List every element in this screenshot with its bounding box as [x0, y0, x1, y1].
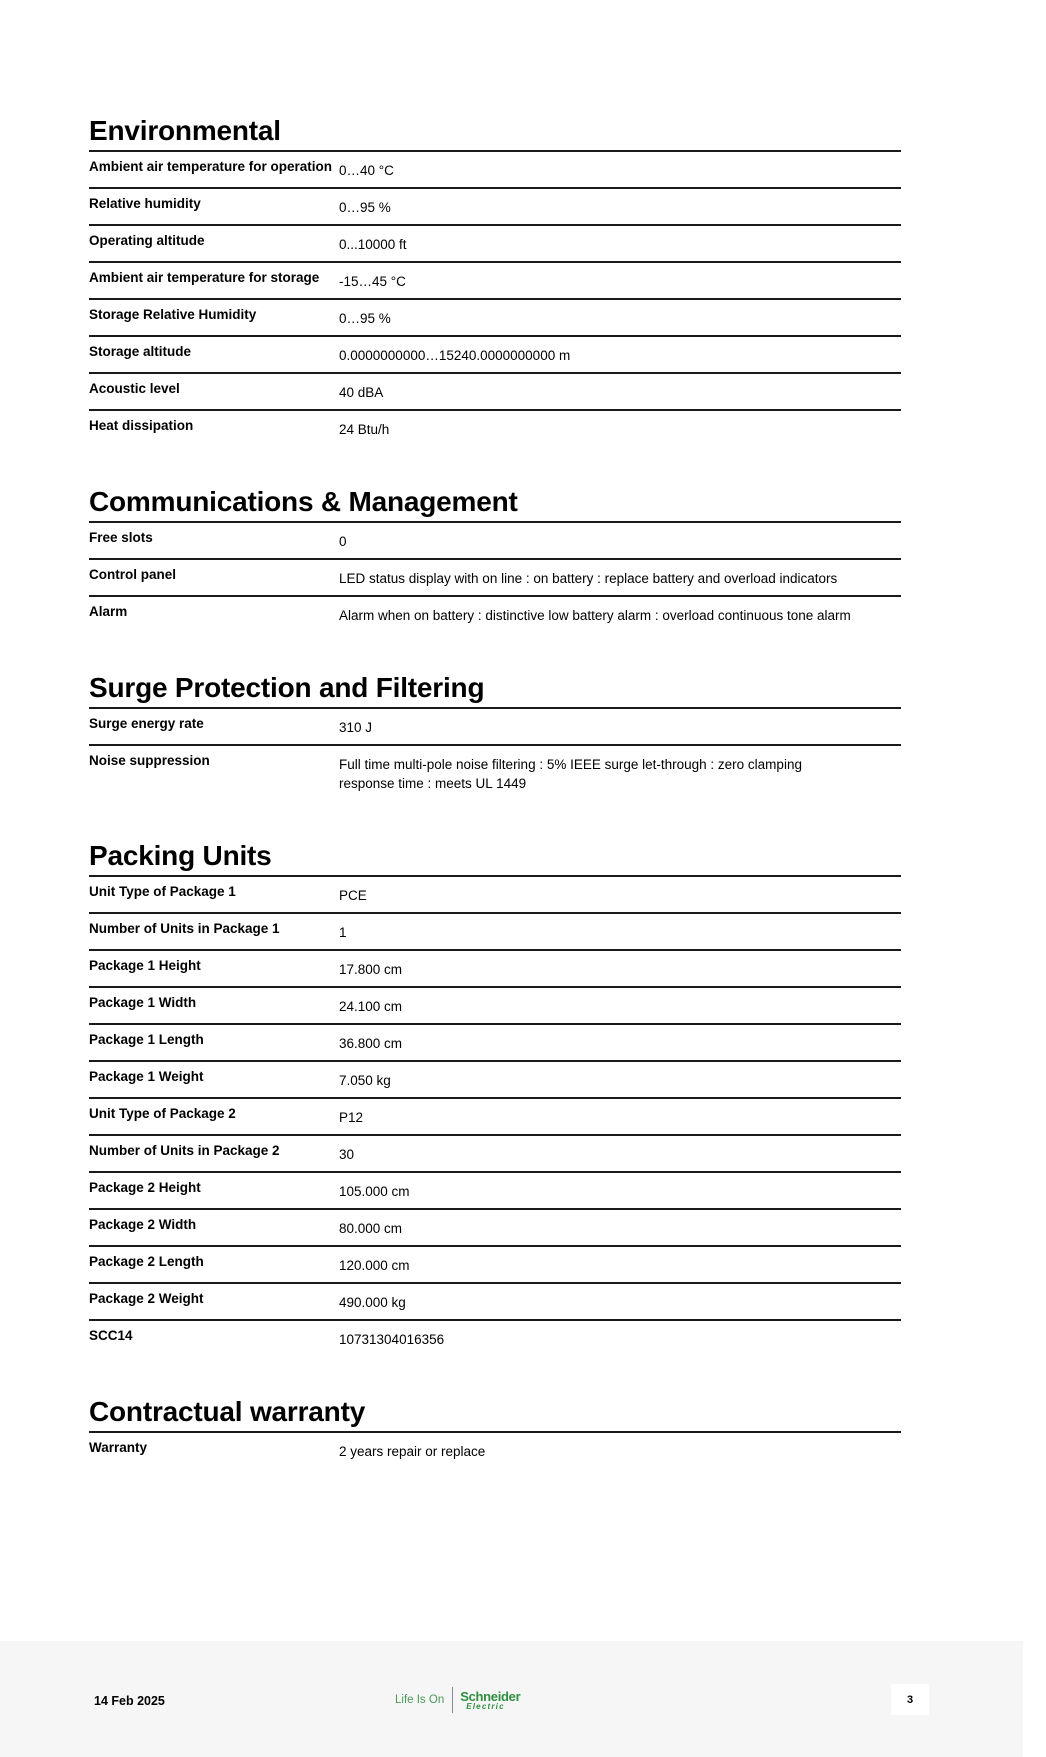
spec-label: Package 1 Weight — [89, 1069, 204, 1084]
spec-value: 310 J — [339, 720, 373, 735]
spec-label: Ambient air temperature for operation — [89, 159, 333, 174]
spec-label: Storage altitude — [89, 344, 192, 359]
spec-label: Surge energy rate — [89, 716, 204, 731]
brand-logo — [395, 1685, 520, 1715]
spec-label: Storage Relative Humidity — [89, 307, 257, 322]
spec-row — [89, 298, 901, 335]
section-contractual-warranty — [89, 1394, 901, 1468]
spec-row — [89, 1134, 901, 1171]
spec-label: Package 2 Weight — [89, 1291, 204, 1306]
spec-label: Package 1 Length — [89, 1032, 204, 1047]
spec-value: 36.800 cm — [339, 1036, 403, 1051]
spec-label: Unit Type of Package 2 — [89, 1106, 236, 1121]
spec-row — [89, 1245, 901, 1282]
spec-value: 490.000 kg — [339, 1295, 406, 1310]
spec-label: Warranty — [89, 1440, 148, 1455]
spec-row — [89, 949, 901, 986]
spec-label: Package 1 Width — [89, 995, 197, 1010]
section-title: Environmental — [89, 115, 281, 146]
spec-value: -15…45 °C — [339, 274, 406, 289]
spec-value: 40 dBA — [339, 385, 384, 400]
spec-row — [89, 744, 901, 800]
spec-value: 24.100 cm — [339, 999, 403, 1014]
section-packing-units — [89, 838, 901, 1356]
spec-row — [89, 1431, 901, 1468]
spec-label: Package 2 Height — [89, 1180, 201, 1195]
spec-value: 2 years repair or replace — [339, 1444, 486, 1459]
spec-row — [89, 1282, 901, 1319]
spec-row — [89, 707, 901, 744]
spec-row — [89, 1171, 901, 1208]
brand-wordmark — [453, 1690, 520, 1711]
spec-label: Number of Units in Package 1 — [89, 921, 280, 936]
spec-label: Ambient air temperature for storage — [89, 270, 320, 285]
spec-value: 0…40 °C — [339, 163, 394, 178]
spec-value: 24 Btu/h — [339, 422, 390, 437]
spec-value: 0…95 % — [339, 200, 391, 215]
spec-content — [89, 113, 901, 1506]
spec-value: Alarm when on battery : distinctive low battery alarm : overload continuous tone alarm — [339, 608, 851, 623]
spec-row — [89, 875, 901, 912]
section-environmental — [89, 113, 901, 446]
section-surge-protection — [89, 670, 901, 800]
spec-label: Package 2 Length — [89, 1254, 204, 1269]
spec-row — [89, 912, 901, 949]
spec-value: 0...10000 ft — [339, 237, 407, 252]
spec-value: 105.000 cm — [339, 1184, 410, 1199]
brand-sub: Electric — [466, 1701, 505, 1711]
spec-value: 10731304016356 — [339, 1332, 445, 1347]
spec-label: Control panel — [89, 567, 176, 582]
tagline: Life Is On — [395, 1694, 445, 1706]
spec-value: 1 — [339, 925, 347, 940]
page-number: 3 — [891, 1684, 929, 1715]
spec-label: Operating altitude — [89, 233, 205, 248]
section-title: Communications & Management — [89, 486, 518, 517]
spec-label: Unit Type of Package 1 — [89, 884, 236, 899]
spec-value: Full time multi-pole noise filtering : 5% IEEE surge let-through : zero clamping response time : meets UL 1449 — [339, 757, 802, 791]
spec-label: SCC14 — [89, 1328, 133, 1343]
spec-value: P12 — [339, 1110, 364, 1125]
page-footer — [0, 1641, 1023, 1757]
spec-label: Package 2 Width — [89, 1217, 197, 1232]
spec-row — [89, 261, 901, 298]
spec-row — [89, 558, 901, 595]
spec-value: 30 — [339, 1147, 355, 1162]
spec-row — [89, 1208, 901, 1245]
spec-row — [89, 1319, 901, 1356]
spec-value: PCE — [339, 888, 367, 903]
section-communications — [89, 484, 901, 632]
spec-row — [89, 187, 901, 224]
spec-value: 0…95 % — [339, 311, 391, 326]
spec-row — [89, 372, 901, 409]
spec-label: Package 1 Height — [89, 958, 201, 973]
brand-name: Schneider — [460, 1688, 521, 1704]
spec-row — [89, 1060, 901, 1097]
spec-label: Heat dissipation — [89, 418, 194, 433]
section-title: Surge Protection and Filtering — [89, 672, 485, 703]
spec-label: Alarm — [89, 604, 128, 619]
spec-label: Acoustic level — [89, 381, 180, 396]
spec-row — [89, 521, 901, 558]
spec-row — [89, 224, 901, 261]
spec-row — [89, 150, 901, 187]
footer-date: 14 Feb 2025 — [94, 1694, 165, 1708]
spec-row — [89, 335, 901, 372]
spec-value: 0.0000000000…15240.0000000000 m — [339, 348, 571, 363]
spec-value: 17.800 cm — [339, 962, 403, 977]
spec-value: 80.000 cm — [339, 1221, 403, 1236]
spec-value: 120.000 cm — [339, 1258, 410, 1273]
spec-row — [89, 1023, 901, 1060]
section-title: Contractual warranty — [89, 1396, 366, 1427]
spec-row — [89, 1097, 901, 1134]
spec-label: Noise suppression — [89, 753, 210, 768]
spec-value: 7.050 kg — [339, 1073, 391, 1088]
spec-value: 0 — [339, 534, 347, 549]
section-title: Packing Units — [89, 840, 272, 871]
spec-value: LED status display with on line : on battery : replace battery and overload indicators — [339, 571, 838, 586]
spec-label: Relative humidity — [89, 196, 201, 211]
spec-row — [89, 409, 901, 446]
spec-label: Number of Units in Package 2 — [89, 1143, 280, 1158]
spec-row — [89, 986, 901, 1023]
spec-row — [89, 595, 901, 632]
spec-label: Free slots — [89, 530, 153, 545]
